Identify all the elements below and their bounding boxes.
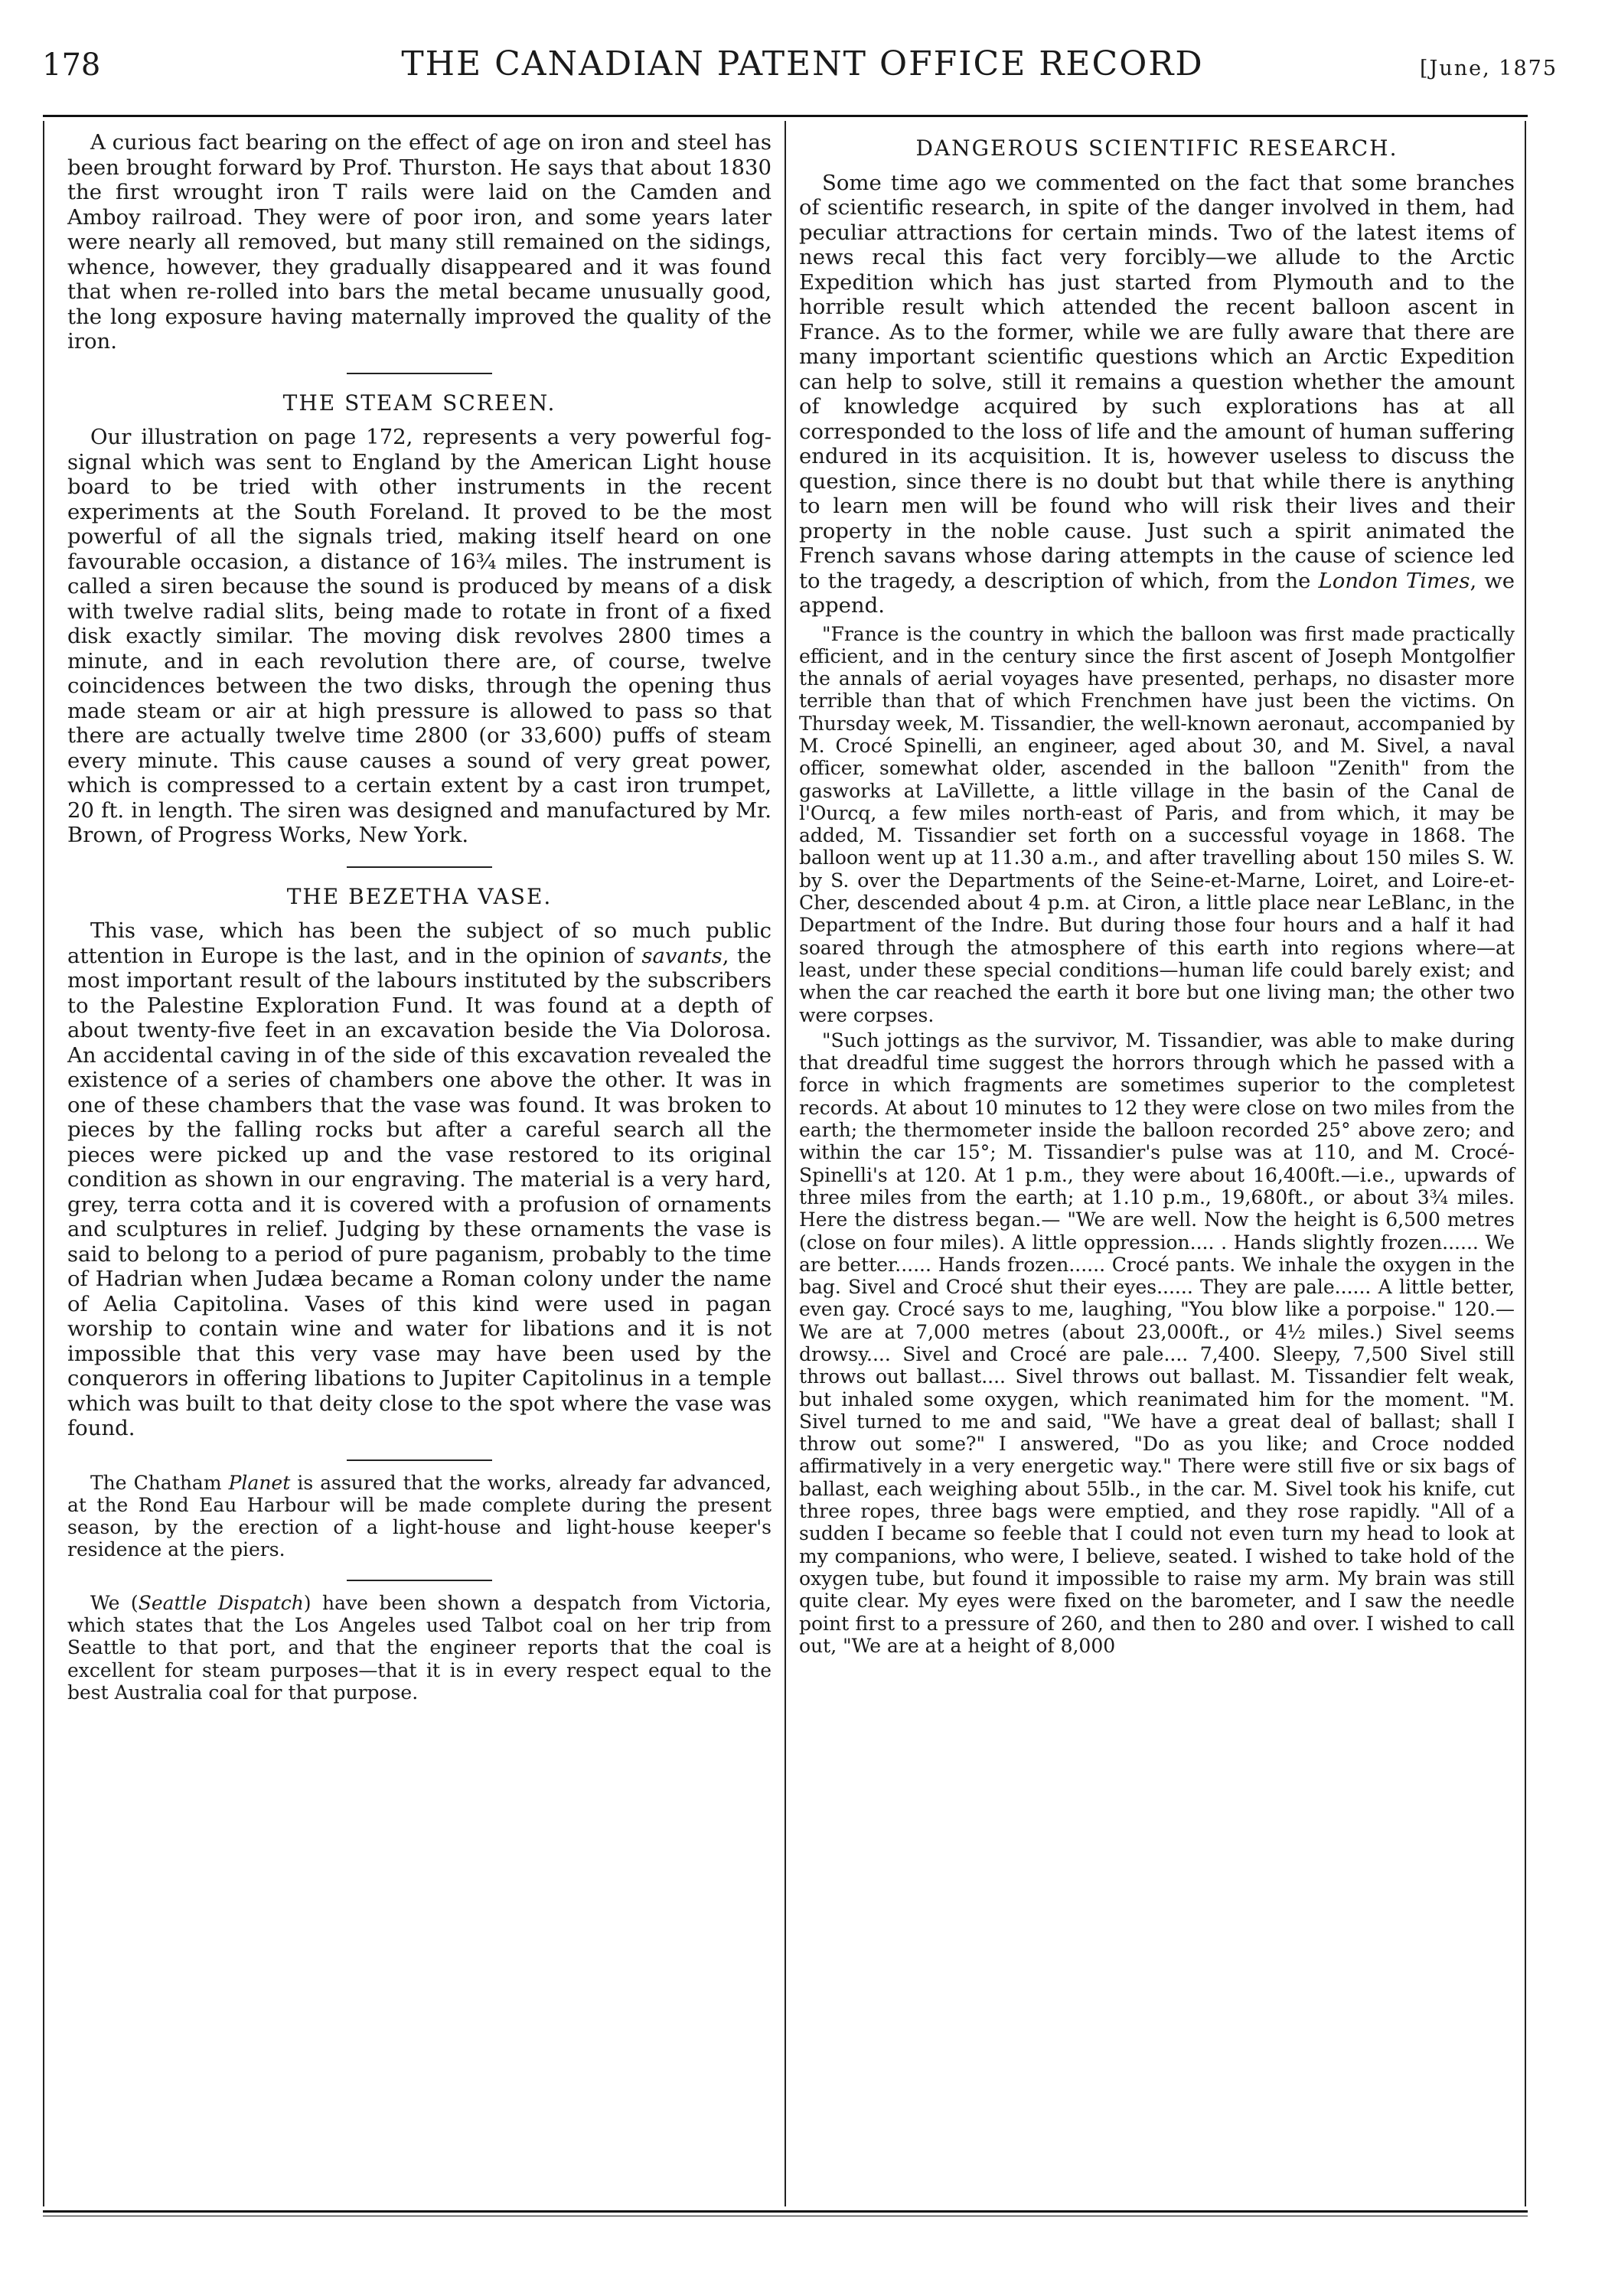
dangerous-research-heading: DANGEROUS SCIENTIFIC RESEARCH.	[915, 135, 1398, 161]
steam-screen-paragraph: Our illustration on page 172, represents a very powerful fog-signal which was sent to England by the American Light house board to be tried with other instruments in the recent experiments at the South Foreland. It proved to be the most powerful of all the signals tried, making itself heard on one favourable occasion, a distance of 16¾ miles. The instrument is called a siren because the sound is produced by means of a disk with twelve radial slits, being made to rotate in front of a fixed disk exactly similar. The moving disk revolves 2800 times a minute, and in each revolution there are, of course, twelve coincidences between the two disks, through the opening thus made steam or air at high pressure is allowed to pass so that there are actually twelve time 2800 (or 33,600) puffs of steam every minute. This cause causes a sound of very great power, which is compressed to a certain extent by a cast iron trumpet, 20 ft. in length. The siren was designed and manufactured by Mr. Brown, of Progress Works, New York.	[67, 425, 772, 847]
right-column	[799, 130, 1515, 1660]
jottings-paragraph: "Such jottings as the survivor, M. Tissandier, was able to make during that dreadful time suggest the horrors through which he passed with a force in which fragments are sometimes superior to the completest records. At about 10 minutes to 12 they were close on two miles from the earth; the thermometer inside the balloon recorded 25° above zero; and within the car 15°; M. Tissandier's pulse was at 110, and M. Crocé-Spinelli's at 120. At 1 p.m., they were about 16,400ft.—i.e., upwards of three miles from the earth; at 1.10 p.m., 19,680ft., or about 3¾ miles. Here the distress began.— "We are well. Now the height is 6,500 metres (close on four miles). A little oppression.... . Hands slightly frozen...... We are better...... Hands frozen...... Crocé pants. We inhale the oxygen in the bag. Sivel and Crocé shut their eyes...... They are pale...... A little better, even gay. Crocé says to me, laughing, "You blow like a porpoise." 120.—We are at 7,000 metres (about 23,000ft., or 4½ miles.) Sivel seems drowsy.... Sivel and Crocé are pale.... 7,400. Sleepy, 7,500 Sivel still throws out ballast.... Sivel throws out ballast. M. Tissandier felt weak, but inhaled some oxygen, which reanimated him for the moment. "M. Sivel turned to me and said, "We have a great deal of ballast; shall I throw out some?" I answered, "Do as you like; and Croce nodded affirmatively in a very energetic way." There were still five or six bags of ballast, each weighing about 55lb., in the car. M. Sivel took his knife, cut three ropes, three bags were emptied, and they rose rapidly. "All of a sudden I became so feeble that I could not even turn my head to look at my companions, who were, I believe, seated. I wished to take hold of the oxygen tube, but found it impossible to raise my arm. My brain was still quite clear. My eyes were fixed on the barometer, and I saw the needle point first to a pressure of 260, and then to 280 and over. I wished to call out, "We are at a height of 8,000	[799, 1029, 1515, 1657]
section-separator	[347, 1459, 492, 1461]
chatham-planet-paragraph: The Chatham Planet is assured that the works, already far advanced, at the Rond Eau Harbour will be made complete during the present season, by the erection of a light-house and light-house keeper's residence at the piers.	[67, 1471, 772, 1561]
column-divider	[785, 121, 786, 2206]
section-separator	[347, 866, 492, 868]
section-separator	[347, 373, 492, 374]
dangerous-research-paragraph: Some time ago we commented on the fact that some branches of scientific research, in spite of the danger involved in them, had peculiar attractions for certain minds. Two of the latest items of news recal this fact very forcibly—we allude to the Arctic Expedition which has just started from Plymouth and to the horrible result which attended the recent balloon ascent in France. As to the former, while we are fully aware that there are many important scientific questions which an Arctic Expedition can help to solve, still it remains a question whether the amount of knowledge acquired by such explorations has at all corresponded to the loss of life and the amount of human suffering endured in its acquisition. It is, however useless to discuss the question, since there is no doubt but that while there is anything to learn men will be found who will risk their lives and their property in the noble cause. Just such a spirit animated the French savans whose daring attempts in the cause of science led to the tragedy, a description of which, from the London Times, we append.	[799, 170, 1515, 618]
bezetha-vase-paragraph: This vase, which has been the subject of so much public attention in Europe is the last, and in the opinion of savants, the most important result of the labours instituted by the subscribers to the Palestine Exploration Fund. It was found at a depth of about twenty-five feet in an excavation beside the Via Dolorosa. An accidental caving in of the side of this excavation revealed the existence of a series of chambers one above the other. It was in one of these chambers that the vase was found. It was broken to pieces by the falling rocks but after a careful search all the pieces were picked up and the vase restored to its original condition as shown in our engraving. The material is a very hard, grey, terra cotta and it is covered with a profusion of ornaments and sculptures in relief. Judging by these ornaments the vase is said to belong to a period of pure paganism, probably to the time of Hadrian when Judæa became a Roman colony under the name of Aelia Capitolina. Vases of this kind were used in pagan worship to contain wine and water for libations and it is not impossible that this very vase may have been used by the conquerors in offering libations to Jupiter Capitolinus in a temple which was built to that deity close to the spot where the vase was found.	[67, 918, 772, 1440]
issue-date: [June, 1875	[1420, 57, 1558, 80]
publication-title: THE CANADIAN PATENT OFFICE RECORD	[401, 44, 1204, 83]
top-rule	[43, 115, 1528, 117]
steam-screen-heading: THE STEAM SCREEN.	[282, 390, 556, 416]
section-separator	[347, 1580, 492, 1581]
bottom-rule	[43, 2210, 1528, 2216]
seattle-dispatch-paragraph: We (Seattle Dispatch) have been shown a despatch from Victoria, which states that the Los Angeles used Talbot coal on her trip from Seattle to that port, and that the engineer reports that the coal is excellent for steam purposes—that it is in every respect equal to the best Australia coal for that purpose.	[67, 1591, 772, 1704]
iron-steel-paragraph: A curious fact bearing on the effect of age on iron and steel has been brought forward by Prof. Thurston. He says that about 1830 the first wrought iron T rails were laid on the Camden and Amboy railroad. They were of poor iron, and some years later were nearly all removed, but many still remained on the sidings, whence, however, they gradually disappeared and it was found that when re-rolled into bars the metal became unusually good, the long exposure having maternally improved the quality of the iron.	[67, 130, 772, 354]
france-balloon-paragraph: "France is the country in which the balloon was first made practically efficient, and in the century since the first ascent of Joseph Montgolfier the annals of aerial voyages have presented, perhaps, no disaster more terrible than that of which Frenchmen have just been the victims. On Thursday week, M. Tissandier, the well-known aeronaut, accompanied by M. Crocé Spinelli, an engineer, aged about 30, and M. Sivel, a naval officer, somewhat older, ascended in the balloon "Zenith" from the gasworks at LaVillette, a little village in the basin of the Canal de l'Ourcq, a few miles north-east of Paris, and from which, it may be added, M. Tissandier set forth on a successful voyage in 1868. The balloon went up at 11.30 a.m., and after travelling about 150 miles S. W. by S. over the Departments of the Seine-et-Marne, Loiret, and Loire-et-Cher, descended about 4 p.m. at Ciron, a little place near LeBlanc, in the Department of the Indre. But during those four hours and a half it had soared through the atmosphere of this earth into regions where—at least, under these special conditions—human life could barely exist; and when the car reached the earth it bore but one living man; the other two were corpses.	[799, 622, 1515, 1026]
page-number: 178	[42, 47, 101, 83]
left-column	[67, 130, 772, 1707]
bezetha-vase-heading: THE BEZETHA VASE.	[286, 883, 553, 909]
